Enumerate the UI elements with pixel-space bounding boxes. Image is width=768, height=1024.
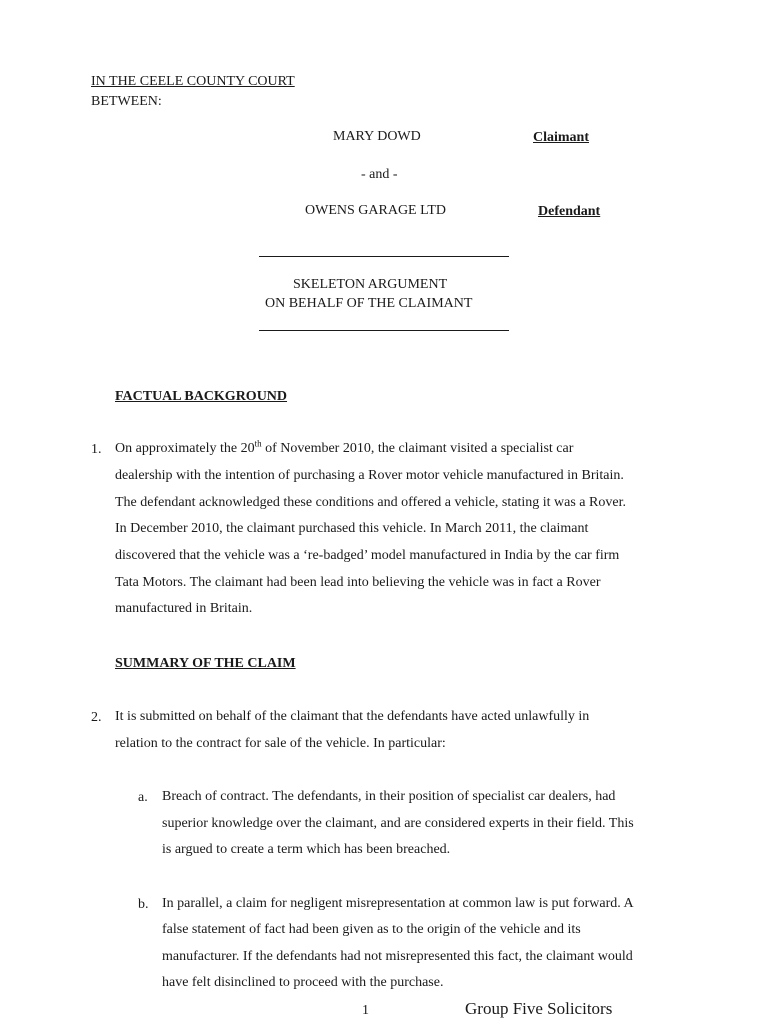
para-1-number: 1. bbox=[91, 442, 102, 457]
summary-heading: SUMMARY OF THE CLAIM bbox=[115, 656, 296, 671]
court-title: IN THE CEELE COUNTY COURT bbox=[91, 74, 295, 89]
para-1-line: Tata Motors. The claimant had been lead into believing the vehicle was in fact a Rover bbox=[115, 575, 601, 590]
para-1-line: In December 2010, the claimant purchased this vehicle. In March 2011, the claimant bbox=[115, 521, 589, 536]
heading-line2: ON BEHALF OF THE CLAIMANT bbox=[265, 296, 473, 311]
para-1-first-line-end: of November 2010, the claimant visited a specialist car bbox=[261, 441, 574, 456]
para-1-line: The defendant acknowledged these conditions and offered a vehicle, stating it was a Rover. bbox=[115, 495, 626, 510]
bottom-rule bbox=[259, 330, 509, 331]
para-1-line: discovered that the vehicle was a ‘re-badged’ model manufactured in India by the car firm bbox=[115, 548, 620, 563]
item-a-line: Breach of contract. The defendants, in their position of specialist car dealers, had bbox=[162, 789, 616, 804]
item-b-line: false statement of fact had been given as to the origin of the vehicle and its bbox=[162, 922, 581, 937]
para-2-line: relation to the contract for sale of the vehicle. In particular: bbox=[115, 736, 446, 751]
top-rule bbox=[259, 256, 509, 257]
item-a-line: is argued to create a term which has been breached. bbox=[162, 842, 451, 857]
para-1-first-line-start: On approximately the 20 bbox=[115, 441, 255, 456]
claimant-name: MARY DOWD bbox=[333, 129, 421, 144]
item-a-letter: a. bbox=[138, 790, 148, 805]
and-separator: - and - bbox=[361, 167, 398, 182]
firm-name: Group Five Solicitors bbox=[465, 999, 613, 1018]
para-1-line: dealership with the intention of purchasing a Rover motor vehicle manufactured in Britain. bbox=[115, 468, 624, 483]
claimant-role: Claimant bbox=[533, 130, 589, 145]
item-b-letter: b. bbox=[138, 897, 149, 912]
para-1-first-line bbox=[115, 436, 573, 463]
ordinal-suffix: th bbox=[254, 438, 262, 449]
item-b-line: In parallel, a claim for negligent misrepresentation at common law is put forward. A bbox=[162, 896, 634, 911]
heading-line1: SKELETON ARGUMENT bbox=[293, 277, 448, 292]
item-b-line: manufacturer. If the defendants had not misrepresented this fact, the claimant would bbox=[162, 949, 633, 964]
factual-background-heading: FACTUAL BACKGROUND bbox=[115, 389, 288, 404]
defendant-name: OWENS GARAGE LTD bbox=[305, 203, 447, 218]
item-a-line: superior knowledge over the claimant, and are considered experts in their field. This bbox=[162, 816, 634, 831]
para-1-line: manufactured in Britain. bbox=[115, 601, 253, 616]
page-number: 1 bbox=[362, 1003, 369, 1018]
para-2-line: It is submitted on behalf of the claimant that the defendants have acted unlawfully in bbox=[115, 709, 590, 724]
between-label: BETWEEN: bbox=[91, 94, 162, 109]
item-b-line: have felt disinclined to proceed with the purchase. bbox=[162, 975, 444, 990]
para-2-number: 2. bbox=[91, 710, 102, 725]
defendant-role: Defendant bbox=[538, 204, 601, 219]
